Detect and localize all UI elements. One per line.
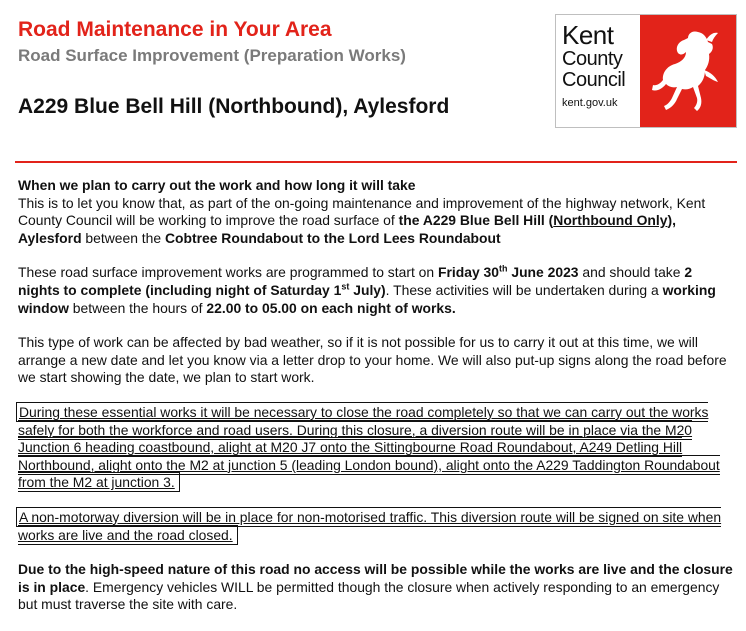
p2-start-suffix: th — [498, 263, 508, 274]
p4-diversion-text: During these essential works it will be necessary to close the road completely so that we can carry out the works safely for both the workforce and road users. During this closure, a diversion route will be in place via the M20 Junction 6 heading coastbound, alight at M20 J7 onto the Sittingbourne Road Roundabout, A249 Detling Hill Northbound, alight onto the M2 at junction 5 (leading London bound), alight onto the A229 Taddington Roundabout from the M2 at junction 3. — [18, 403, 720, 491]
p6-no-access: Due to the high-speed nature of this road no access will be possible while the works are live and the closure is in place — [18, 561, 733, 595]
page-subtitle: Road Surface Improvement (Preparation Works) — [18, 46, 406, 65]
paragraph-weather: This type of work can be affected by bad weather, so if it is not possible for us to carry it out at this time, we will arrange a new date and let you know via a letter drop to your home. We will also put-up signs along the road before we start showing the date, we plan to start work. — [18, 334, 727, 386]
logo-line-county: County — [562, 48, 623, 70]
p2-text-g: between the hours of — [68, 299, 207, 316]
p2-text-c: and should take — [578, 264, 685, 281]
p2-duration-end: July) — [349, 281, 386, 298]
p1-road-name: the A229 Blue Bell Hill ( — [398, 212, 554, 229]
p1-town: ), Aylesford — [18, 212, 676, 246]
p2-window-label: working window — [18, 281, 716, 316]
p2-duration-suffix: st — [341, 281, 350, 292]
logo-line-kent: Kent — [562, 20, 614, 50]
p2-start-day: Friday 30 — [437, 264, 499, 281]
p2-start-date — [438, 264, 579, 280]
p6-emergency: . Emergency vehicles WILL be permitted though the closure when actively responding to an emergency but must traverse the site with care. — [18, 578, 720, 613]
white-horse-icon-svg — [648, 26, 728, 116]
p5-non-motorised-text: A non-motorway diversion will be in place for non-motorised traffic. This diversion route will be signed on site when works are live and the road closed. — [18, 508, 722, 543]
p1-text-a: This is to let you know that, as part of the on-going maintenance and improvement of the highway network, Kent County Council will be working to improve the road surface of — [18, 194, 706, 229]
section-heading: When we plan to carry out the work and how long it will take — [18, 177, 416, 193]
p1-direction: Northbound Only — [553, 212, 668, 229]
p2-text-a: These road surface improvement works are programmed to start on — [18, 264, 438, 281]
p2-start-month: June 2023 — [507, 264, 579, 281]
kent-county-council-logo — [555, 14, 737, 128]
p1-text-e: between the — [81, 229, 165, 246]
logo-wordmark — [556, 15, 640, 127]
header-divider — [15, 161, 737, 163]
p2-hours: 22.00 to 05.00 on each night of works. — [206, 299, 456, 316]
paragraph-non-motorised — [18, 509, 736, 544]
p1-extent: Cobtree Roundabout to the Lord Lees Roundabout — [164, 229, 501, 246]
paragraph-diversion — [18, 404, 736, 492]
paragraph-schedule — [18, 264, 736, 317]
page-title: Road Maintenance in Your Area — [18, 18, 332, 41]
p2-text-e: . These activities will be undertaken during a — [385, 281, 663, 298]
location-heading: A229 Blue Bell Hill (Northbound), Aylesford — [18, 95, 450, 118]
notice-body — [18, 177, 736, 631]
logo-url: kent.gov.uk — [562, 97, 618, 109]
white-horse-icon — [640, 15, 736, 127]
p2-duration-text: 2 nights to complete (including night of Saturday 1 — [18, 264, 693, 298]
logo-line-council: Council — [562, 69, 626, 91]
paragraph-intro — [18, 195, 736, 248]
